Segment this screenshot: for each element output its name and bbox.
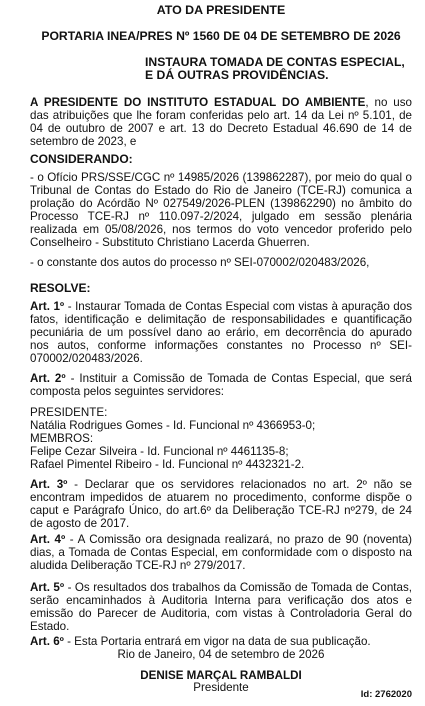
considerando-item-1: - o Ofício PRS/SSE/CGC nº 14985/2026 (139862287), por meio do qual o Tribunal de Contas do Estado do Rio de Janeiro (TCE-RJ) comunica a prolação do Acórdão Nº 027549/2026-PLEN (139862290) no âmbito do Processo TCE-RJ nº 110.097-2/2024, julgado em sessão plenária realizada em 05/08/2026, nos termos do voto vencedor proferido pelo Conselheiro - Substituto Christiano Lacerda Ghuerren.	[30, 171, 412, 250]
act-title: ATO DA PRESIDENTE	[156, 3, 286, 17]
member-2: Rafael Pimentel Ribeiro - Id. Funcional nº 4432321-2.	[30, 458, 305, 472]
article-2-text: - Instituir a Comissão de Tomada de Contas Especial, que será composta pelos seguintes servidores:	[30, 372, 413, 399]
preamble	[30, 96, 412, 148]
considerando-label: CONSIDERANDO:	[30, 152, 133, 166]
article-5-text: - Os resultados dos trabalhos da Comissão de Tomada de Contas, serão encaminhados à Auditoria Interna para verificação dos atos e emissão do Parecer de Auditoria, com vistas à Controladoria Geral do Estado.	[30, 581, 412, 634]
article-2	[30, 372, 412, 398]
document-id: Id: 2762020	[360, 689, 412, 700]
article-5-label: Art. 5º	[30, 581, 65, 594]
place-date: Rio de Janeiro, 04 de setembro de 2026	[117, 648, 325, 661]
signatory-name: DENISE MARÇAL RAMBALDI	[140, 669, 302, 682]
member-1: Felipe Cezar Silveira - Id. Funcional nº 4461135-8;	[30, 445, 289, 459]
article-3-text: - Declarar que os servidores relacionados no art. 2º não se encontram impedidos de atuarem no procedimento, conforme dispõe o caput e Parágrafo Único, do art.6º da Deliberação TCE-RJ nº279, de 24 de agosto de 2017.	[30, 478, 412, 531]
article-6-label: Art. 6º	[30, 635, 64, 648]
signatory-role: Presidente	[193, 681, 249, 694]
article-1-text: - Instaurar Tomada de Contas Especial com vistas à apuração dos fatos, identificação e delimitação de responsabilidades e quantificação pecuniária de um possível dano ao erário, em decorrência do apurado nos autos, conforme informações constantes no Processo nº SEI-070002/020483/2026.	[30, 300, 412, 366]
commission-members	[30, 406, 412, 471]
presidente-member: Natália Rodrigues Gomes - Id. Funcional nº 4366953-0;	[30, 419, 316, 433]
article-5	[30, 581, 412, 633]
article-4-label: Art. 4º	[30, 533, 66, 546]
ementa	[145, 56, 412, 82]
article-6-text: - Esta Portaria entrará em vigor na data de sua publicação.	[63, 635, 371, 648]
article-3	[30, 478, 412, 530]
ementa-line-1: INSTAURA TOMADA DE CONTAS ESPECIAL,	[145, 55, 405, 69]
preamble-authority: A PRESIDENTE DO INSTITUTO ESTADUAL DO AMBIENTE	[30, 96, 366, 109]
presidente-label: PRESIDENTE:	[30, 406, 108, 419]
portaria-title: PORTARIA INEA/PRES Nº 1560 DE 04 DE SETEMBRO DE 2026	[41, 29, 401, 43]
article-6	[30, 635, 412, 648]
article-4	[30, 533, 412, 572]
article-1	[30, 300, 412, 365]
article-2-label: Art. 2º	[30, 372, 66, 385]
article-1-label: Art. 1º	[30, 300, 65, 313]
ementa-line-2: E DÁ OUTRAS PROVIDÊNCIAS.	[145, 68, 329, 83]
preamble-text: , no uso das atribuições que lhe foram conferidas pelo art. 14 da Lei nº 5.101, de 04 de outubro de 2007 e art. 13 do Decreto Estadual 46.690 de 14 de setembro de 2023, e	[30, 96, 412, 149]
membros-label: MEMBROS:	[30, 432, 94, 446]
article-4-text: - A Comissão ora designada realizará, no prazo de 90 (noventa) dias, a Tomada de Contas Especial, em conformidade com o disposto na aludida Deliberação TCE-RJ nº 279/2017.	[30, 533, 413, 573]
article-3-label: Art. 3º	[30, 478, 68, 491]
considerando-item-2: - o constante dos autos do processo nº SEI-070002/020483/2026,	[30, 256, 370, 269]
resolve-label: RESOLVE:	[30, 281, 91, 295]
